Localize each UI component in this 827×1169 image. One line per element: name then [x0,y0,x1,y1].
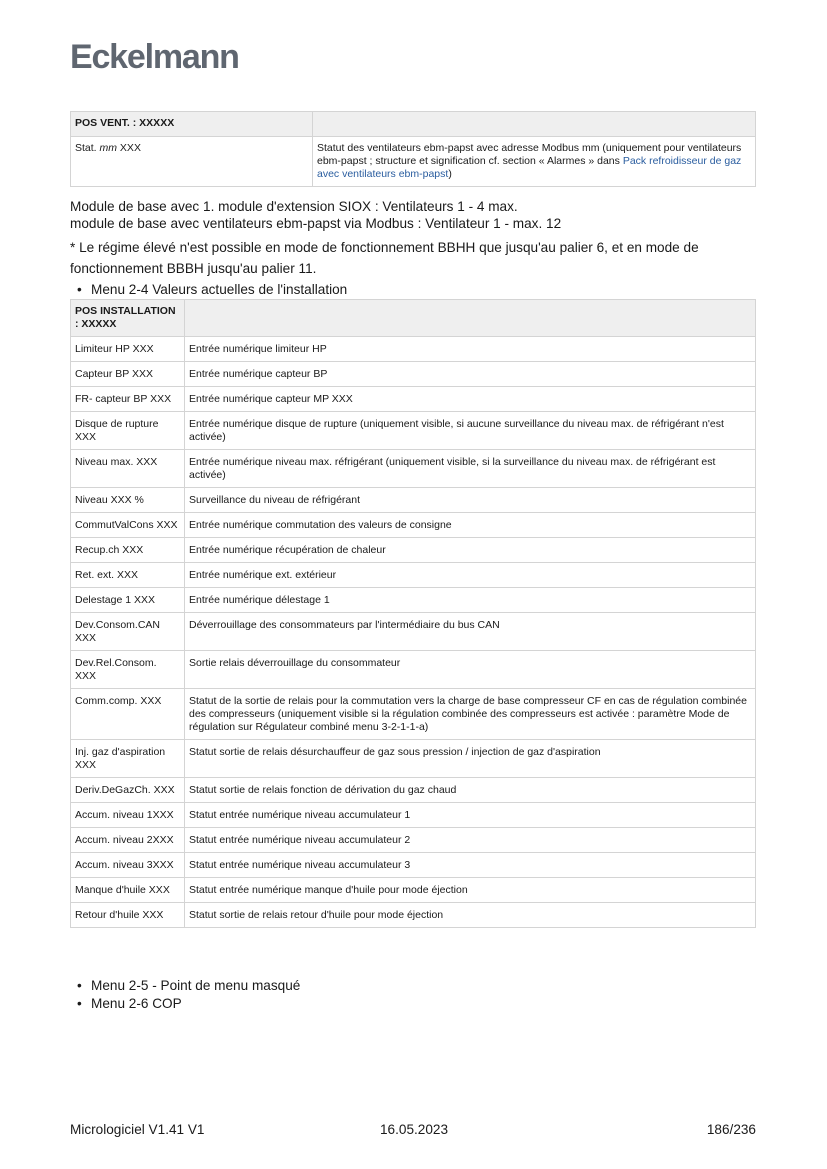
bullet-icon: • [77,978,82,993]
install-row-description: Déverrouillage des consommateurs par l'intermédiaire du bus CAN [185,613,756,651]
table-row [71,588,756,613]
vent-row-label-prefix: Stat. [75,142,100,154]
vent-row-label-suffix: XXX [117,142,141,154]
bullet-icon: • [77,282,82,297]
table-row [71,651,756,689]
install-row-label: Accum. niveau 3XXX [71,853,185,878]
module-line-1: Module de base avec 1. module d'extension SIOX : Ventilateurs 1 - 4 max. [70,199,518,214]
table-row [71,778,756,803]
install-row-label: Niveau XXX % [71,488,185,513]
install-row-description: Sortie relais déverrouillage du consommateur [185,651,756,689]
install-row-label: Inj. gaz d'aspiration XXX [71,740,185,778]
table-row [71,853,756,878]
install-row-description: Statut de la sortie de relais pour la commutation vers la charge de base compresseur CF en cas de régulation combinée des compresseurs (uniquement visible si la régulation combinée des compresseurs est activée : paramètre Mode de régulation sur Régulateur combiné menu 3-2-1-1-a) [185,689,756,740]
table-row [71,878,756,903]
footer-firmware-version: Micrologiciel V1.41 V1 [70,1122,205,1137]
footer-page-number: 186/236 [706,1122,756,1137]
table-row [71,903,756,928]
install-row-description: Entrée numérique récupération de chaleur [185,538,756,563]
menu-2-5-text: Menu 2-5 - Point de menu masqué [91,978,301,993]
install-row-label: Disque de rupture XXX [71,412,185,450]
install-row-description: Entrée numérique disque de rupture (uniquement visible, si aucune surveillance du niveau max. de réfrigérant n'est activée) [185,412,756,450]
install-row-description: Entrée numérique niveau max. réfrigérant (uniquement visible, si la surveillance du niveau max. de réfrigérant est activée) [185,450,756,488]
install-row-description: Entrée numérique capteur BP [185,362,756,387]
footer-date: 16.05.2023 [380,1122,449,1137]
install-row-label: CommutValCons XXX [71,513,185,538]
install-row-label: Dev.Rel.Consom. XXX [71,651,185,689]
table-row [71,513,756,538]
table-row [71,450,756,488]
ebm-papst-link[interactable]: Pack refroidisseur de gaz avec ventilateurs ebm-papst [317,155,742,180]
install-row-label: Limiteur HP XXX [71,337,185,362]
install-row-label: Dev.Consom.CAN XXX [71,613,185,651]
installation-values-table [70,299,756,928]
eckelmann-logo: Eckelmann [70,38,239,76]
install-row-description: Entrée numérique ext. extérieur [185,563,756,588]
table-row [71,387,756,412]
install-table-header: POS INSTALLATION : XXXXX [71,300,185,337]
vent-row-desc-text: Statut des ventilateurs ebm-papst avec adresse Modbus mm (uniquement pour ventilateurs ebm-papst ; structure et signification cf. section « Alarmes » dans [317,142,742,167]
bullet-menu-2-4 [77,281,347,298]
table-header-row [71,112,756,137]
install-row-label: FR- capteur BP XXX [71,387,185,412]
vent-table-header: POS VENT. : XXXXX [71,112,313,137]
table-row [71,803,756,828]
table-row [71,488,756,513]
install-row-label: Niveau max. XXX [71,450,185,488]
table-row [71,362,756,387]
install-row-label: Accum. niveau 1XXX [71,803,185,828]
install-table-header-empty [185,300,756,337]
table-row [71,137,756,187]
menu-2-6-text: Menu 2-6 COP [91,996,182,1011]
install-row-description: Entrée numérique capteur MP XXX [185,387,756,412]
install-row-label: Manque d'huile XXX [71,878,185,903]
bullet-menu-2-5 [77,977,300,994]
install-row-description: Statut sortie de relais retour d'huile pour mode éjection [185,903,756,928]
vent-row-description [313,137,756,187]
vent-position-table [70,111,756,187]
table-row [71,538,756,563]
vent-row-label [71,137,313,187]
install-row-label: Capteur BP XXX [71,362,185,387]
bullet-menu-2-6 [77,995,182,1012]
install-row-label: Accum. niveau 2XXX [71,828,185,853]
install-row-description: Statut entrée numérique niveau accumulateur 3 [185,853,756,878]
table-row [71,563,756,588]
install-row-description: Surveillance du niveau de réfrigérant [185,488,756,513]
module-line-2: module de base avec ventilateurs ebm-papst via Modbus : Ventilateur 1 - max. 12 [70,216,562,231]
install-row-description: Statut entrée numérique niveau accumulateur 1 [185,803,756,828]
install-row-description: Entrée numérique délestage 1 [185,588,756,613]
vent-table-header-empty [313,112,756,137]
install-row-description: Statut sortie de relais désurchauffeur de gaz sous pression / injection de gaz d'aspiration [185,740,756,778]
table-row [71,613,756,651]
table-row [71,740,756,778]
install-row-description: Entrée numérique commutation des valeurs de consigne [185,513,756,538]
install-row-label: Delestage 1 XXX [71,588,185,613]
vent-row-desc-end: ) [448,168,452,180]
bullet-icon: • [77,996,82,1011]
install-row-description: Statut entrée numérique manque d'huile pour mode éjection [185,878,756,903]
install-row-description: Entrée numérique limiteur HP [185,337,756,362]
module-info [70,198,561,232]
install-row-description: Statut sortie de relais fonction de dérivation du gaz chaud [185,778,756,803]
table-row [71,689,756,740]
table-row [71,828,756,853]
table-header-row [71,300,756,337]
install-row-label: Recup.ch XXX [71,538,185,563]
high-speed-note: * Le régime élevé n'est possible en mode de fonctionnement BBHH que jusqu'au palier 6, et en mode de fonctionnement BBBH jusqu'au palier 11. [70,240,699,276]
table-row [71,412,756,450]
menu-2-4-text: Menu 2-4 Valeurs actuelles de l'installation [91,282,348,297]
install-row-label: Retour d'huile XXX [71,903,185,928]
install-row-label: Ret. ext. XXX [71,563,185,588]
table-row [71,337,756,362]
install-row-label: Comm.comp. XXX [71,689,185,740]
install-row-description: Statut entrée numérique niveau accumulateur 2 [185,828,756,853]
vent-row-label-italic: mm [99,142,118,154]
install-row-label: Deriv.DeGazCh. XXX [71,778,185,803]
